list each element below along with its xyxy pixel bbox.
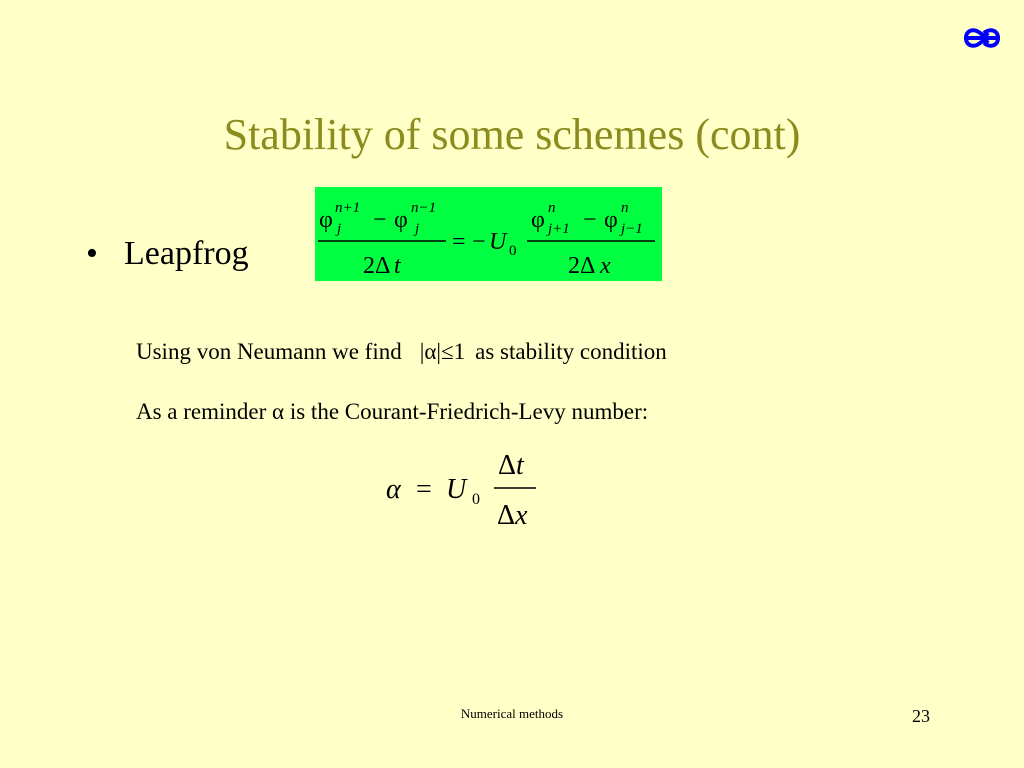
stability-condition-text (136, 338, 667, 366)
lhs-sup-2: n−1 (411, 200, 437, 216)
coef-sub: 0 (509, 243, 517, 259)
ecmwf-logo-icon (962, 24, 1002, 52)
lhs-phi-2: φ (394, 207, 408, 233)
lhs-minus: − (373, 207, 387, 233)
leapfrog-equation (315, 187, 662, 281)
rhs-sub-1: j+1 (548, 221, 570, 237)
cfl-den: Δ (497, 500, 516, 531)
cfl-formula (380, 446, 550, 541)
rhs-phi-2: φ (604, 207, 618, 233)
cfl-num: Δ (498, 450, 517, 481)
lhs-sup-1: n+1 (335, 200, 361, 216)
page-number: 23 (912, 706, 930, 726)
stability-suffix: as stability condition (475, 339, 667, 364)
stability-prefix: Using von Neumann we find (136, 339, 402, 364)
rhs-den-var: x (600, 253, 611, 279)
rhs-minus: − (583, 207, 597, 233)
slide-title: Stability of some schemes (cont) (223, 110, 801, 159)
stability-condition: |α|≤1 (419, 339, 466, 364)
lhs-den-var: t (394, 253, 401, 279)
lhs-sub-2: j (415, 221, 420, 237)
rhs-sub-2: j−1 (621, 221, 643, 237)
cfl-coef-sub: 0 (472, 491, 480, 508)
bullet-leapfrog (86, 231, 249, 277)
cfl-alpha: α (386, 474, 401, 505)
cfl-den-var: x (515, 500, 528, 531)
lhs-den: 2Δ (363, 253, 391, 279)
bullet-text: Leapfrog (124, 235, 249, 272)
cfl-num-var: t (516, 450, 524, 481)
equals-sign: = (452, 229, 466, 255)
cfl-equals: = (416, 474, 432, 505)
cfl-coef: U (446, 474, 467, 505)
lhs-sub-1: j (337, 221, 342, 237)
rhs-den: 2Δ (568, 253, 596, 279)
rhs-sup-1: n (548, 200, 556, 216)
lhs-phi-1: φ (319, 207, 333, 233)
coef-u: U (489, 229, 507, 255)
cfl-reminder-text: As a reminder α is the Courant-Friedrich-Levy number: (136, 399, 649, 424)
neg-sign: − (472, 229, 486, 255)
footer-title: Numerical methods (460, 706, 564, 721)
bullet-dot: • (86, 235, 98, 272)
rhs-phi-1: φ (531, 207, 545, 233)
rhs-sup-2: n (621, 200, 629, 216)
